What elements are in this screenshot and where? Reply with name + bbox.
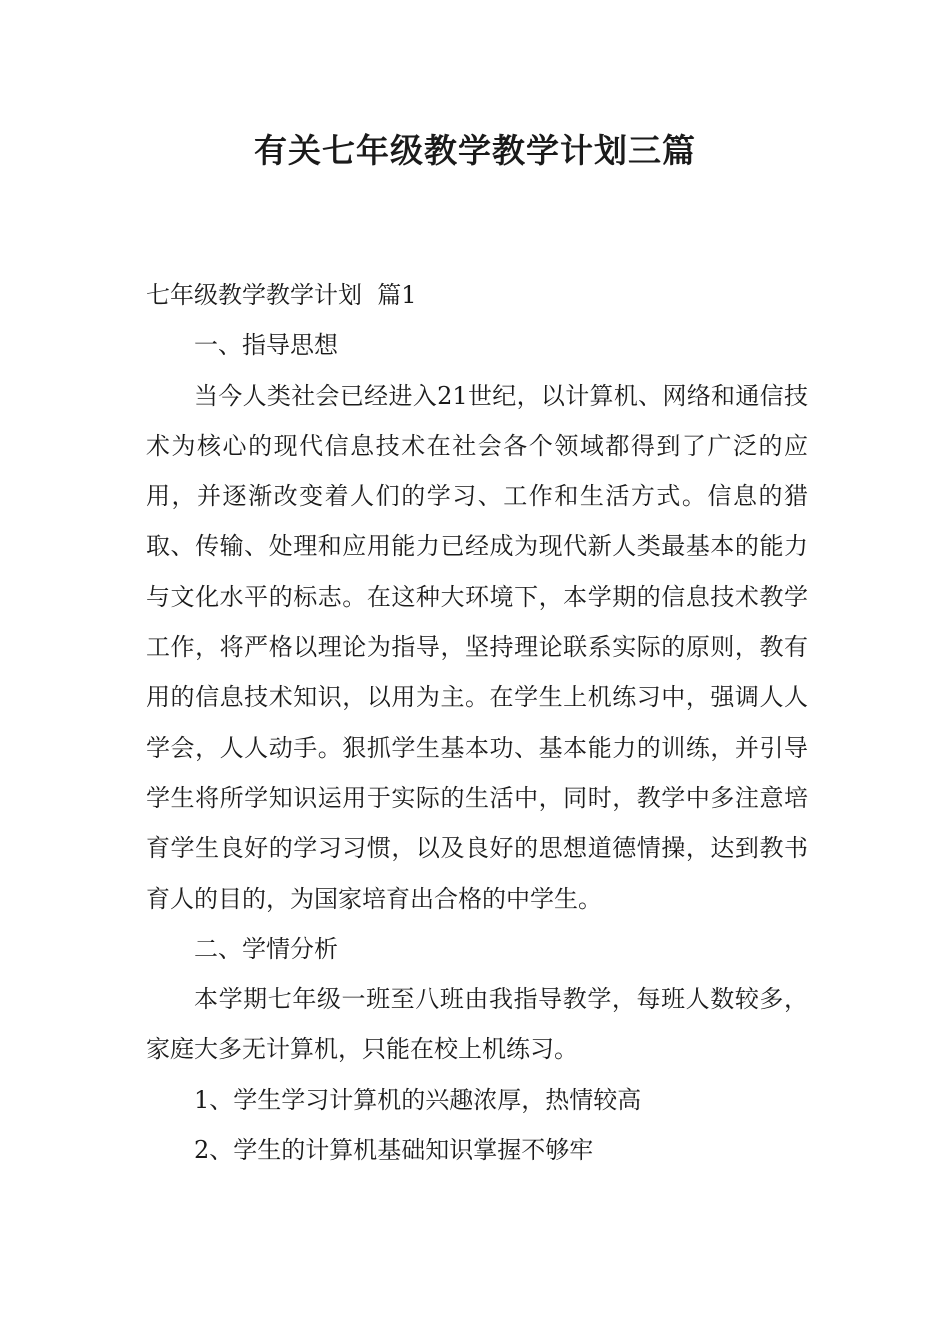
paragraph-student-analysis: 本学期七年级一班至八班由我指导教学，每班人数较多，家庭大多无计算机，只能在校上机练习。: [146, 985, 808, 1064]
section-heading: 七年级教学教学计划 篇1: [146, 281, 417, 309]
document-title: 有关七年级教学教学计划三篇: [254, 131, 696, 170]
paragraph-guiding-ideology: 当今人类社会已经进入21世纪，以计算机、网络和通信技术为核心的现代信息技术在社会各个领域都得到了广泛的应用，并逐渐改变着人们的学习、工作和生活方式。信息的猎取、传输、处理和应用能力已经成为现代新人类最基本的能力与文化水平的标志。在这种大环境下，本学期的信息技术教学工作，将严格以理论为指导，坚持理论联系实际的原则，教有用的信息技术知识，以用为主。在学生上机练习中，强调人人学会，人人动手。狠抓学生基本功、基本能力的训练，并引导学生将所学知识运用于实际的生活中，同时，教学中多注意培育学生良好的学习习惯，以及良好的思想道德情操，达到教书育人的目的，为国家培育出合格的中学生。: [146, 381, 808, 913]
list-item-2: 2、学生的计算机基础知识掌握不够牢: [194, 1136, 594, 1165]
document-body: [146, 270, 808, 1175]
heading-student-analysis: 二、学情分析: [194, 934, 338, 963]
list-item-1: 1、学生学习计算机的兴趣浓厚，热情较高: [194, 1085, 642, 1114]
heading-guiding-ideology: 一、指导思想: [194, 331, 338, 360]
